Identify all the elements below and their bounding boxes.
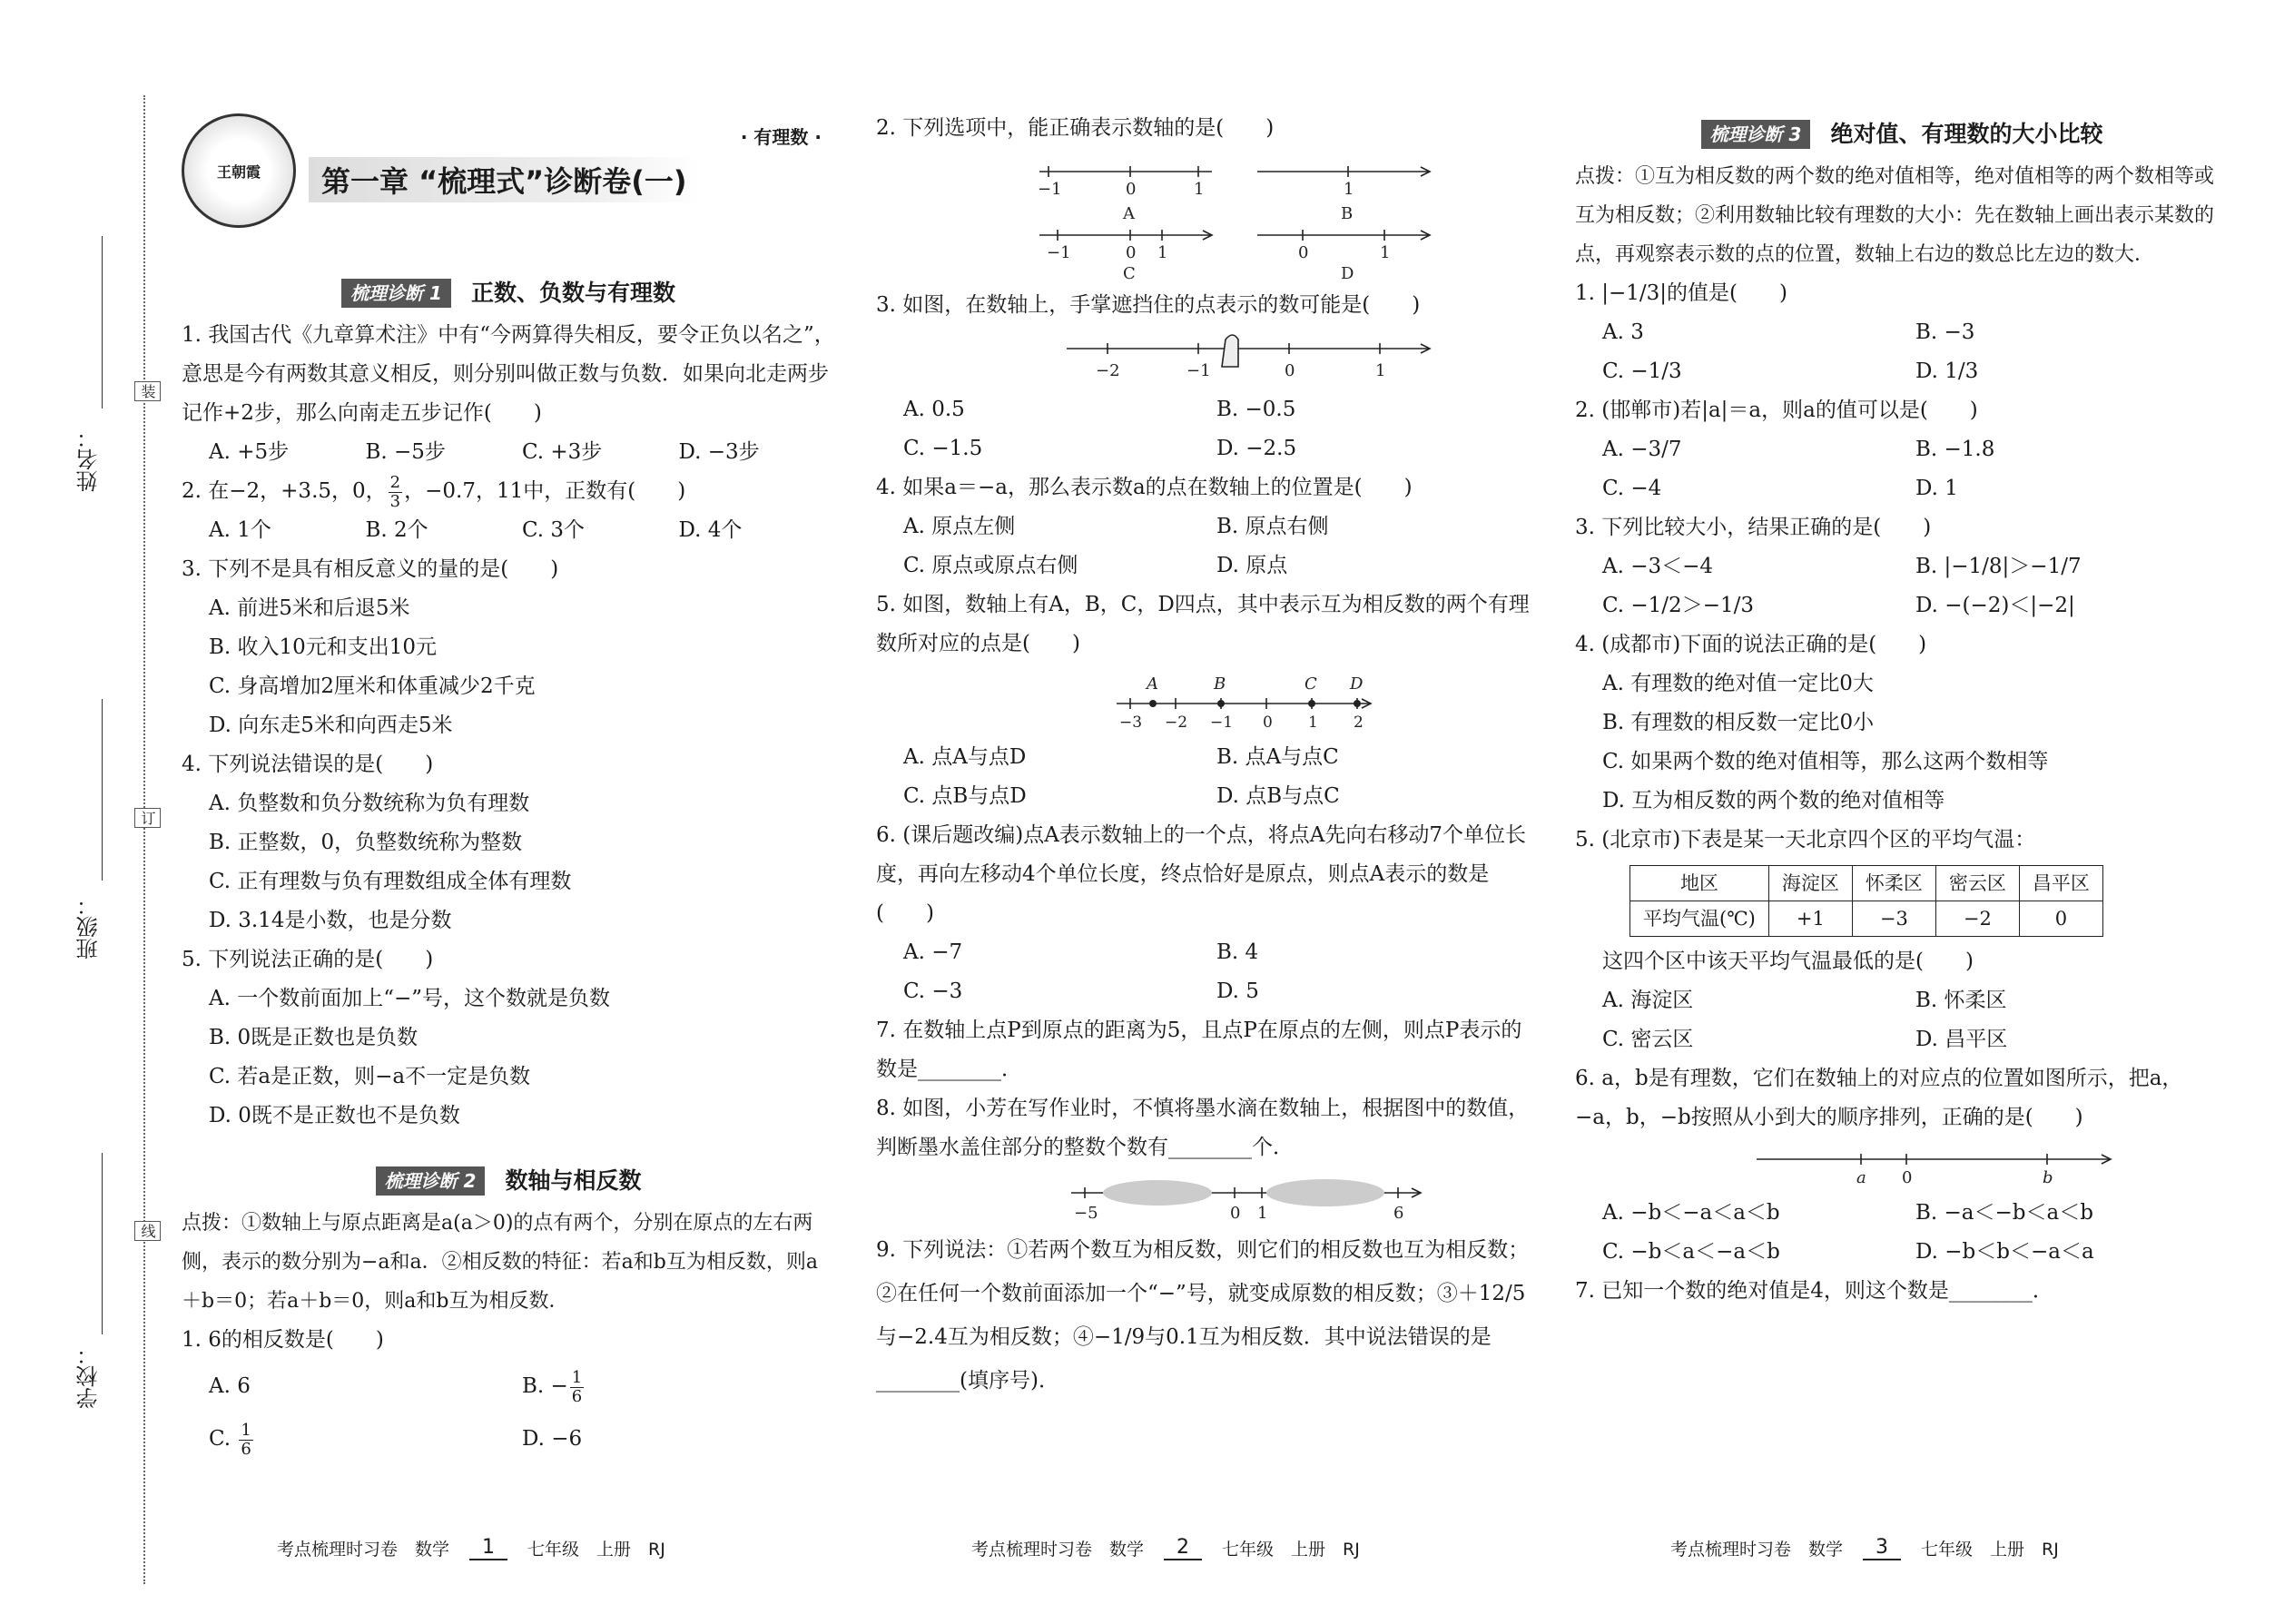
svg-text:−2: −2 [1096, 361, 1120, 380]
column-1 [182, 268, 835, 1465]
chapter-title: 第一章 “梳理式”诊断卷(一) [309, 157, 699, 202]
hand-number-line [921, 330, 1484, 385]
options [1575, 1194, 2229, 1272]
section-tag: 梳理诊断 2 [376, 1166, 486, 1196]
svg-text:B: B [1214, 674, 1226, 694]
table-cell: 平均气温(℃) [1630, 901, 1769, 937]
options [1575, 430, 2229, 508]
class-label: 班级： [76, 894, 102, 960]
option[interactable]: D. 0既不是正数也不是负数 [209, 1104, 460, 1127]
question: 5. 下列说法正确的是( ) [182, 948, 434, 971]
option[interactable]: B. 2个 [365, 518, 428, 542]
svg-text:6: 6 [1393, 1204, 1404, 1223]
question: 3. 下列比较大小，结果正确的是( ) [1575, 516, 1932, 539]
option[interactable]: C. $\frac{1}{6}$ [209, 1420, 251, 1459]
page-number: 1 [469, 1536, 507, 1560]
options [876, 738, 1530, 816]
table-row [1630, 866, 2103, 901]
question: 2. 在−2，+3.5，0， $\frac{2}{3}$ ，−0.7，11中，正数有( ) [182, 472, 686, 511]
options [876, 933, 1530, 1011]
section-header [182, 1161, 835, 1200]
table-cell: 密云区 [1935, 866, 2019, 901]
question: 2. (邯郸市)若|a|＝a，则a的值可以是( ) [1575, 399, 1978, 422]
number-line-options [921, 153, 1484, 281]
option[interactable]: A. −b＜−a＜a＜b [1602, 1201, 1780, 1225]
svg-text:1: 1 [1375, 361, 1386, 380]
option[interactable]: C. 若a是正数，则−a不一定是负数 [209, 1065, 531, 1088]
option[interactable]: A. −3/7 [1602, 438, 1682, 461]
question: 5. (北京市)下表是某一天北京四个区的平均气温： [1575, 828, 2036, 851]
ab-number-line [1620, 1143, 2183, 1188]
question: 3. 下列不是具有相反意义的量的是( ) [182, 557, 559, 581]
options [876, 390, 1530, 468]
svg-text:0: 0 [1298, 243, 1309, 262]
option[interactable]: C. −4 [1602, 477, 1662, 500]
table-cell: 怀柔区 [1852, 866, 1935, 901]
options [182, 1360, 835, 1465]
topic-label: · 有理数 · [740, 126, 822, 148]
section-title: 正数、负数与有理数 [470, 280, 675, 306]
question: 8. 如图，小芳在写作业时，不慎将墨水滴在数轴上，根据图中的数值，判断墨水盖住部分的整数个数有________个． [876, 1097, 1530, 1159]
svg-text:b: b [2043, 1168, 2053, 1187]
svg-text:D: D [1341, 264, 1354, 281]
svg-text:−1: −1 [1038, 180, 1062, 199]
option[interactable]: B. |−1/8|＞−1/7 [1915, 555, 2082, 578]
option[interactable]: D. −2.5 [1216, 437, 1297, 460]
table-cell: +1 [1768, 901, 1852, 937]
option[interactable]: A. −7 [903, 940, 963, 964]
svg-text:0: 0 [1126, 243, 1137, 262]
table-row [1630, 901, 2103, 937]
option[interactable]: B. 原点右侧 [1216, 515, 1329, 538]
seal-mark: 装 [134, 381, 161, 401]
brand-logo: 王朝霞 [182, 113, 296, 228]
option[interactable]: B. −0.5 [1216, 398, 1296, 421]
svg-text:−1: −1 [1186, 361, 1211, 380]
svg-text:1: 1 [1380, 243, 1391, 262]
seal-mark: 订 [134, 808, 161, 828]
svg-text:1: 1 [1344, 180, 1354, 199]
section-title: 数轴与相反数 [505, 1167, 642, 1194]
section-tag: 梳理诊断 1 [341, 279, 451, 308]
table-cell: 0 [2019, 901, 2102, 937]
option[interactable]: D. 1/3 [1915, 359, 1979, 383]
option[interactable]: C. +3步 [522, 440, 603, 464]
binding-line [143, 95, 145, 1584]
question: 3. 如图，在数轴上，手掌遮挡住的点表示的数可能是( ) [876, 293, 1421, 317]
question: 1. 6的相反数是( ) [182, 1328, 384, 1352]
option[interactable]: D. 4个 [678, 518, 743, 542]
question: 7. 在数轴上点P到原点的距离为5，且点P在原点的左侧，则点P表示的数是________． [876, 1019, 1522, 1081]
tip-note: 点拨：①数轴上与原点距离是a(a＞0)的点有两个，分别在原点的左右两侧，表示的数分别为−a和a．②相反数的特征：若a和b互为相反数，则a＋b＝0；若a＋b＝0，则a和b互为相反数． [182, 1212, 818, 1313]
tip-note: 点拨：①互为相反数的两个数的绝对值相等，绝对值相等的两个数相等或互为相反数；②利用数轴比较有理数的大小：先在数轴上画出表示某数的点，再观察表示数的点的位置，数轴上右边的数总比左边的数大． [1575, 165, 2215, 266]
option[interactable]: A. 原点左侧 [903, 515, 1016, 538]
svg-text:−1: −1 [1047, 243, 1071, 262]
option[interactable]: A. −3＜−4 [1602, 555, 1714, 578]
option[interactable]: B. 点A与点C [1216, 745, 1339, 769]
svg-text:C: C [1123, 264, 1136, 281]
svg-text:A: A [1123, 204, 1135, 223]
table-cell: −2 [1935, 901, 2019, 937]
ink-number-line [921, 1173, 1484, 1223]
svg-text:0: 0 [1263, 714, 1273, 732]
column-3 [1575, 109, 2229, 1311]
options [1575, 547, 2229, 625]
table-cell: −3 [1852, 901, 1935, 937]
option[interactable]: D. −(−2)＜|−2| [1915, 594, 2075, 617]
page-number: 3 [1863, 1536, 1901, 1560]
question: 1. 我国古代《九章算术注》中有“今两算得失相反，要令正负以名之”，意思是今有两数其意义相反，则分别叫做正数与负数．如果向北走两步记作+2步，那么向南走五步记作( ) [182, 323, 835, 425]
svg-text:C: C [1305, 674, 1317, 694]
option[interactable]: C. 身高增加2厘米和体重减少2千克 [209, 674, 536, 698]
option[interactable]: C. −1/3 [1602, 359, 1682, 383]
svg-text:1: 1 [1157, 243, 1168, 262]
options [876, 507, 1530, 586]
option[interactable]: A. 1个 [209, 518, 271, 542]
option[interactable]: D. 向东走5米和向西走5米 [209, 714, 453, 737]
option[interactable]: B. 有理数的相反数一定比0小 [1602, 711, 1875, 734]
option[interactable]: D. 5 [1216, 979, 1259, 1003]
option[interactable]: B. − $\frac{1}{6}$ [522, 1367, 583, 1406]
option[interactable]: C. −3 [903, 979, 963, 1003]
svg-text:−5: −5 [1074, 1204, 1098, 1223]
option[interactable]: C. −b＜a＜−a＜b [1602, 1240, 1780, 1264]
option[interactable]: B. 正整数，0，负整数统称为整数 [209, 831, 523, 854]
page-header [182, 113, 835, 200]
option[interactable]: C. 如果两个数的绝对值相等，那么这两个数相等 [1602, 750, 2049, 773]
option[interactable]: D. 昌平区 [1915, 1028, 2008, 1051]
table-cell: 海淀区 [1768, 866, 1852, 901]
svg-text:1: 1 [1194, 180, 1205, 199]
svg-text:B: B [1341, 204, 1354, 223]
question: 4. 下列说法错误的是( ) [182, 753, 434, 776]
class-field[interactable] [102, 699, 103, 881]
option[interactable]: D. −3步 [678, 440, 760, 464]
section-header [182, 273, 835, 312]
option[interactable]: A. +5步 [209, 440, 290, 464]
school-field[interactable] [102, 1153, 103, 1334]
svg-text:1: 1 [1308, 714, 1318, 732]
abcd-number-line [921, 669, 1484, 733]
option[interactable]: B. −a＜−b＜a＜b [1915, 1201, 2093, 1225]
option[interactable]: B. 4 [1216, 940, 1259, 964]
svg-text:2: 2 [1354, 714, 1364, 732]
option[interactable]: D. 1 [1915, 477, 1958, 500]
options [1575, 313, 2229, 391]
seal-mark: 线 [134, 1221, 161, 1241]
svg-text:0: 0 [1285, 361, 1295, 380]
option[interactable]: C. 密云区 [1602, 1028, 1694, 1051]
school-label: 学校： [76, 1343, 102, 1409]
question: 2. 下列选项中，能正确表示数轴的是( ) [876, 116, 1275, 140]
option[interactable]: B. −1.8 [1915, 438, 1995, 461]
question: 5. 如图，数轴上有A，B，C，D四点，其中表示互为相反数的两个有理数所对应的点是( ) [876, 593, 1530, 655]
table-cell: 昌平区 [2019, 866, 2102, 901]
option[interactable]: D. 互为相反数的两个数的绝对值相等 [1602, 789, 1945, 812]
question: 1. |−1/3|的值是( ) [1575, 281, 1787, 305]
question: 9. 下列说法：①若两个数互为相反数，则它们的相反数也互为相反数；②在任何一个数前面添加一个“−”号，就变成原数的相反数；③＋12/5与−2.4互为相反数；④−1/9与0.1互为相反数．其中说法错误的是________(填序号)． [876, 1238, 1530, 1393]
option[interactable]: D. 原点 [1216, 554, 1288, 577]
options [1575, 981, 2229, 1059]
option[interactable]: B. −3 [1915, 320, 1975, 344]
svg-text:a: a [1856, 1168, 1866, 1187]
option[interactable]: C. 正有理数与负有理数组成全体有理数 [209, 870, 572, 893]
option[interactable]: A. 一个数前面加上“−”号，这个数就是负数 [209, 987, 611, 1010]
svg-text:0: 0 [1230, 1204, 1241, 1223]
question: 4. 如果a＝−a，那么表示数a的点在数轴上的位置是( ) [876, 476, 1413, 499]
page-footer: 考点梳理时习卷 数学 1 七年级 上册 RJ [277, 1536, 665, 1560]
option[interactable]: A. 有理数的绝对值一定比0大 [1602, 672, 1874, 695]
option[interactable]: B. 0既是正数也是负数 [209, 1026, 418, 1049]
question: 这四个区中该天平均气温最低的是( ) [1602, 950, 1974, 973]
option[interactable]: A. 0.5 [903, 398, 965, 421]
temperature-table [1629, 865, 2103, 937]
name-field[interactable] [102, 236, 103, 408]
section-header [1575, 114, 2229, 153]
question: 6. a，b是有理数，它们在数轴上的对应点的位置如图所示，把a，−a，b，−b按照从小到大的顺序排列，正确的是( ) [1575, 1067, 2183, 1129]
svg-text:A: A [1147, 674, 1158, 694]
option[interactable]: B. −5步 [365, 440, 446, 464]
option[interactable]: A. 3 [1602, 320, 1644, 344]
table-cell: 地区 [1630, 866, 1769, 901]
svg-text:−2: −2 [1165, 714, 1188, 732]
question: 4. (成都市)下面的说法正确的是( ) [1575, 633, 1927, 656]
option[interactable]: A. 点A与点D [903, 745, 1027, 769]
option[interactable]: A. 负整数和负分数统称为负有理数 [209, 792, 530, 815]
section-tag: 梳理诊断 3 [1701, 120, 1811, 149]
option[interactable]: D. 点B与点C [1216, 784, 1340, 808]
question: 7. 已知一个数的绝对值是4，则这个数是________． [1575, 1279, 2053, 1303]
svg-text:1: 1 [1257, 1204, 1268, 1223]
section-title: 绝对值、有理数的大小比较 [1830, 121, 2103, 147]
page-footer: 考点梳理时习卷 数学 3 七年级 上册 RJ [1670, 1536, 2059, 1560]
option[interactable]: A. 6 [209, 1374, 251, 1398]
svg-text:D: D [1350, 674, 1364, 694]
option[interactable]: C. −1.5 [903, 437, 983, 460]
svg-text:0: 0 [1902, 1168, 1913, 1187]
svg-text:0: 0 [1126, 180, 1137, 199]
page-number: 2 [1164, 1536, 1202, 1560]
option[interactable]: A. 前进5米和后退5米 [209, 596, 410, 620]
name-label: 姓名： [76, 427, 102, 492]
option[interactable]: D. −6 [522, 1427, 583, 1451]
option[interactable]: C. 点B与点D [903, 784, 1027, 808]
option[interactable]: C. −1/2＞−1/3 [1602, 594, 1754, 617]
fraction: $\frac{2}{3}$ [389, 472, 401, 511]
svg-text:−3: −3 [1119, 714, 1143, 732]
options [182, 511, 835, 550]
option[interactable]: C. 3个 [522, 518, 586, 542]
option[interactable]: B. 怀柔区 [1915, 989, 2007, 1012]
option[interactable]: D. 3.14是小数，也是分数 [209, 909, 452, 932]
question: 6. (课后题改编)点A表示数轴上的一个点，将点A先向右移动7个单位长度，再向左移动4个单位长度，终点恰好是原点，则点A表示的数是( ) [876, 823, 1527, 925]
column-2 [876, 109, 1530, 1403]
option[interactable]: A. 海淀区 [1602, 989, 1694, 1012]
page-footer: 考点梳理时习卷 数学 2 七年级 上册 RJ [971, 1536, 1360, 1560]
option[interactable]: D. −b＜b＜−a＜a [1915, 1240, 2094, 1264]
options [182, 433, 835, 472]
option[interactable]: B. 收入10元和支出10元 [209, 635, 438, 659]
option[interactable]: C. 原点或原点右侧 [903, 554, 1078, 577]
svg-text:−1: −1 [1210, 714, 1234, 732]
